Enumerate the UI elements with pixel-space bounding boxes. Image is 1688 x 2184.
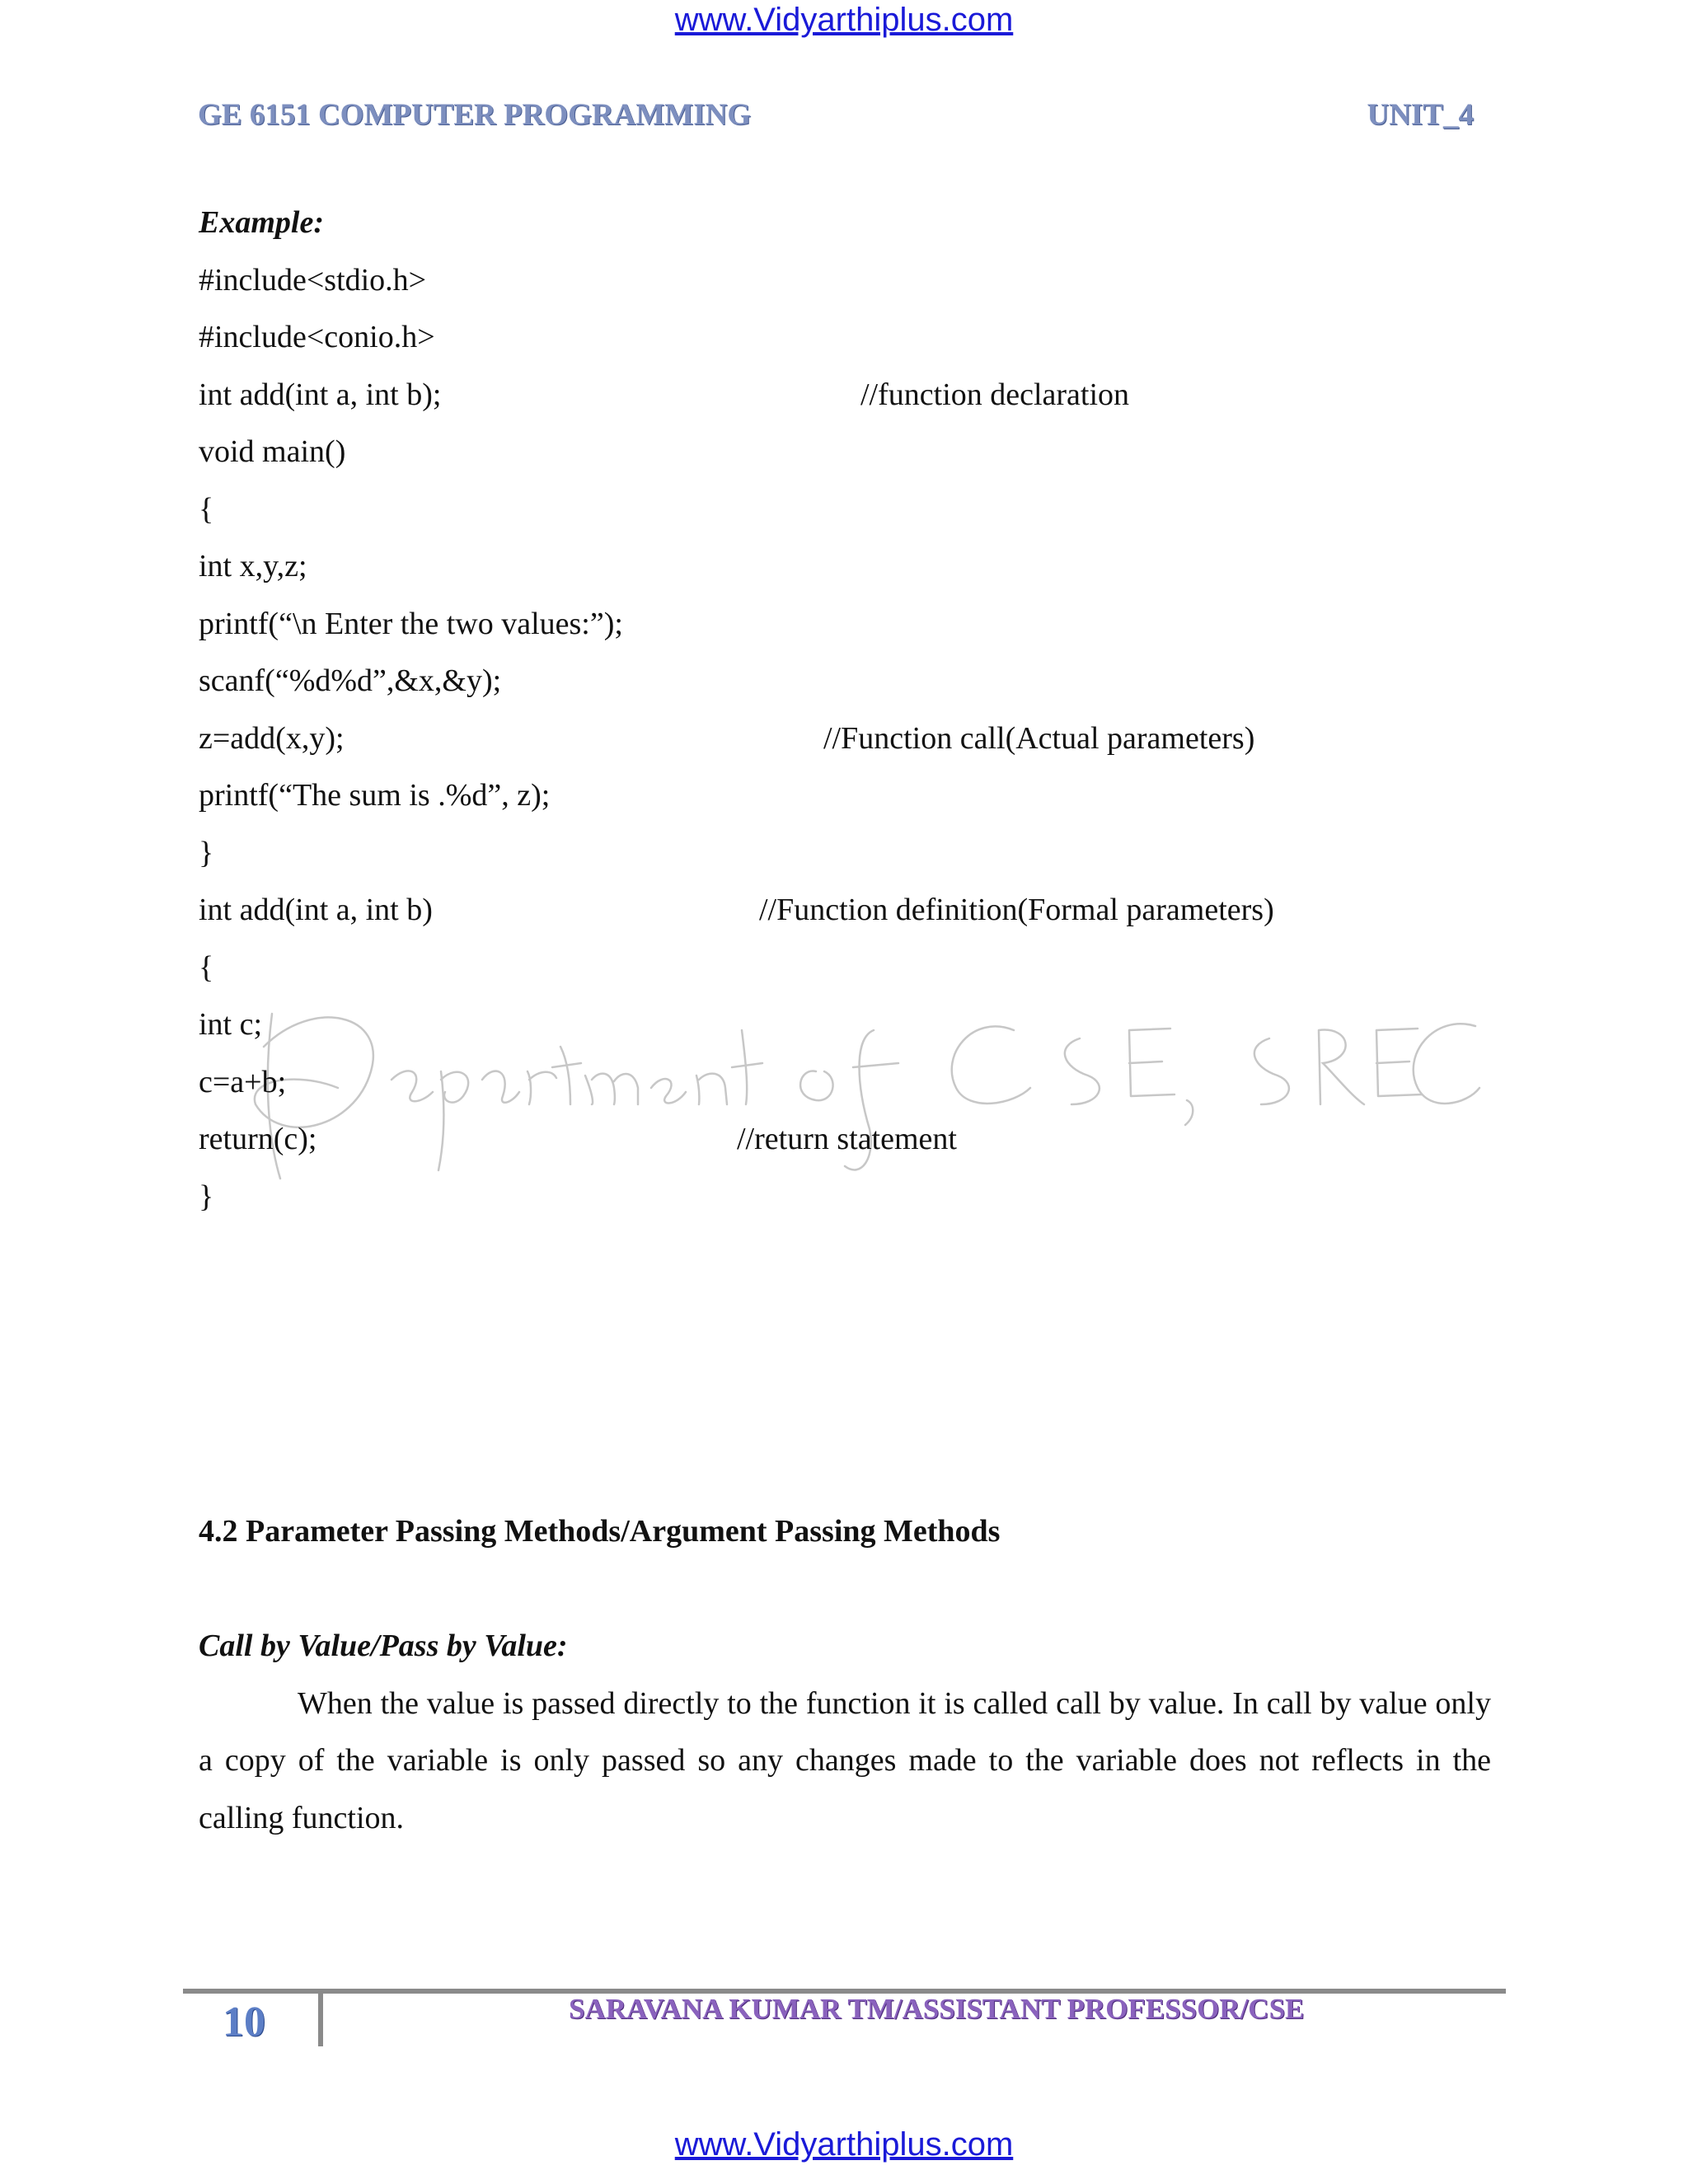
code-text: scanf(“%d%d”,&x,&y); [199, 663, 502, 698]
code-text: { [199, 491, 214, 527]
code-text: #include<stdio.h> [199, 262, 427, 298]
code-line [199, 538, 1491, 596]
code-line [199, 1169, 1491, 1226]
code-text: c=a+b; [199, 1064, 287, 1099]
spacer [199, 1561, 1491, 1619]
code-line [199, 1111, 1491, 1169]
page-content [199, 194, 1491, 1847]
code-line [199, 653, 1491, 710]
section-subheading: Call by Value/Pass by Value: [199, 1629, 568, 1663]
page-number: 10 [223, 1999, 265, 2046]
code-text: } [199, 835, 214, 870]
code-line [199, 767, 1491, 825]
section-title: 4.2 Parameter Passing Methods/Argument Passing Methods [199, 1514, 1001, 1549]
footer-divider-vertical [318, 1994, 323, 2046]
code-comment: //return statement [737, 1122, 957, 1156]
code-text: printf(“\n Enter the two values:”); [199, 606, 623, 641]
code-line [199, 1054, 1491, 1112]
code-text: void main() [199, 434, 346, 469]
code-text: z=add(x,y); [199, 720, 345, 756]
code-line [199, 596, 1491, 654]
site-link-top[interactable]: www.Vidyarthiplus.com [674, 2, 1014, 38]
code-line [199, 252, 1491, 310]
site-link-bottom[interactable]: www.Vidyarthiplus.com [674, 2126, 1014, 2163]
code-line [199, 710, 1491, 768]
code-line [199, 367, 1491, 424]
code-line [199, 309, 1491, 367]
code-line [199, 825, 1491, 883]
section-paragraph: When the value is passed directly to the function it is called call by value. In call by value only a copy of the variable is only passed so any changes made to the variable does not reflects in the calling function. [199, 1685, 1491, 1835]
code-comment: //Function definition(Formal parameters) [759, 893, 1274, 927]
code-comment: //Function call(Actual parameters) [823, 720, 1255, 756]
code-line [199, 424, 1491, 481]
code-text: int x,y,z; [199, 549, 307, 583]
code-text: { [199, 949, 214, 985]
running-header [198, 97, 1474, 138]
code-text: printf(“The sum is .%d”, z); [199, 778, 551, 813]
code-text: return(c); [199, 1122, 317, 1156]
code-line [199, 481, 1491, 539]
unit-label: UNIT_4 [1367, 98, 1474, 132]
code-line [199, 996, 1491, 1054]
course-title: GE 6151 COMPUTER PROGRAMMING [198, 98, 752, 132]
code-text: int c; [199, 1007, 263, 1042]
spacer [199, 1226, 1491, 1503]
code-example [199, 252, 1491, 1226]
code-line [199, 882, 1491, 940]
code-text: int add(int a, int b) [199, 893, 433, 927]
code-text: } [199, 1179, 214, 1214]
code-comment: //function declaration [860, 377, 1130, 412]
example-heading: Example: [199, 205, 324, 240]
author-credit: SARAVANA KUMAR TM/ASSISTANT PROFESSOR/CSE [569, 1993, 1305, 2025]
code-line [199, 940, 1491, 997]
code-text: int add(int a, int b); [199, 377, 442, 412]
code-text: #include<conio.h> [199, 320, 435, 354]
